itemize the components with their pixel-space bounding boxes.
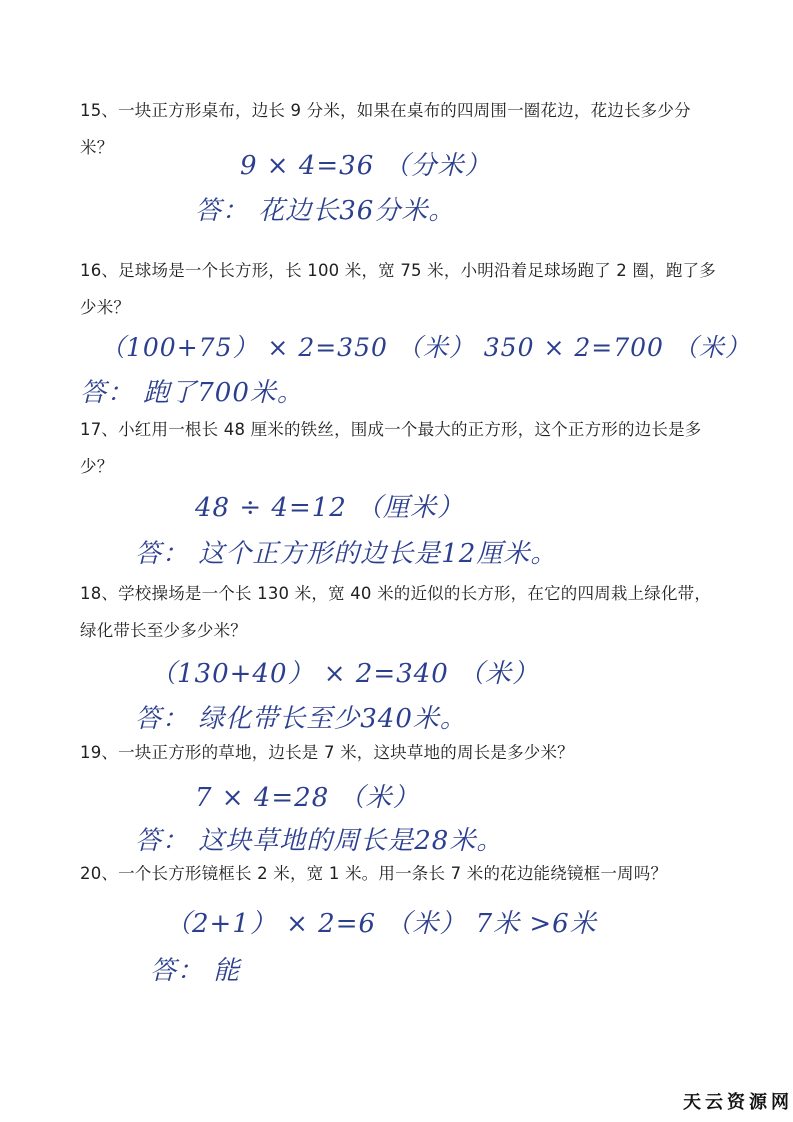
answer-16: 答： 跑了700米。: [80, 378, 304, 408]
answer-17: 答： 这个正方形的边长是12厘米。: [135, 539, 558, 569]
answer-20: 答： 能: [150, 956, 241, 986]
question-15: 15、一块正方形桌布，边长 9 分米，如果在桌布的四周围一圈花边，花边长多少分米？: [80, 101, 691, 157]
calc-15: 9 × 4=36 （分米）: [240, 151, 492, 181]
answer-19: 答： 这块草地的周长是28米。: [135, 826, 504, 856]
calc-16: （100+75） × 2=350 （米） 350 × 2=700 （米）: [100, 333, 751, 362]
calc-19: 7 × 4=28 （米）: [195, 783, 420, 813]
answer-18: 答： 绿化带长至少340米。: [135, 704, 467, 734]
question-18: 18、学校操场是一个长 130 米，宽 40 米的近似的长方形，在它的四周栽上绿化带，绿化带长至少多少米？: [80, 584, 712, 640]
question-20: 20、一个长方形镜框长 2 米，宽 1 米。用一条长 7 米的花边能绕镜框一周吗？: [80, 864, 668, 883]
calc-20: （2+1） × 2=6 （米） 7米 >6米: [165, 909, 597, 939]
question-16: 16、足球场是一个长方形，长 100 米，宽 75 米，小明沿着足球场跑了 2 圈，跑了多少米？: [80, 261, 716, 317]
question-17: 17、小红用一根长 48 厘米的铁丝，围成一个最大的正方形，这个正方形的边长是多少？: [80, 420, 702, 476]
question-19: 19、一块正方形的草地，边长是 7 米，这块草地的周长是多少米？: [80, 743, 574, 762]
site-logo: 天云资源网: [683, 1092, 793, 1113]
answer-15: 答： 花边长36分米。: [195, 196, 456, 226]
calc-17: 48 ÷ 4=12 （厘米）: [195, 493, 465, 523]
calc-18: （130+40） × 2=340 （米）: [150, 659, 540, 689]
